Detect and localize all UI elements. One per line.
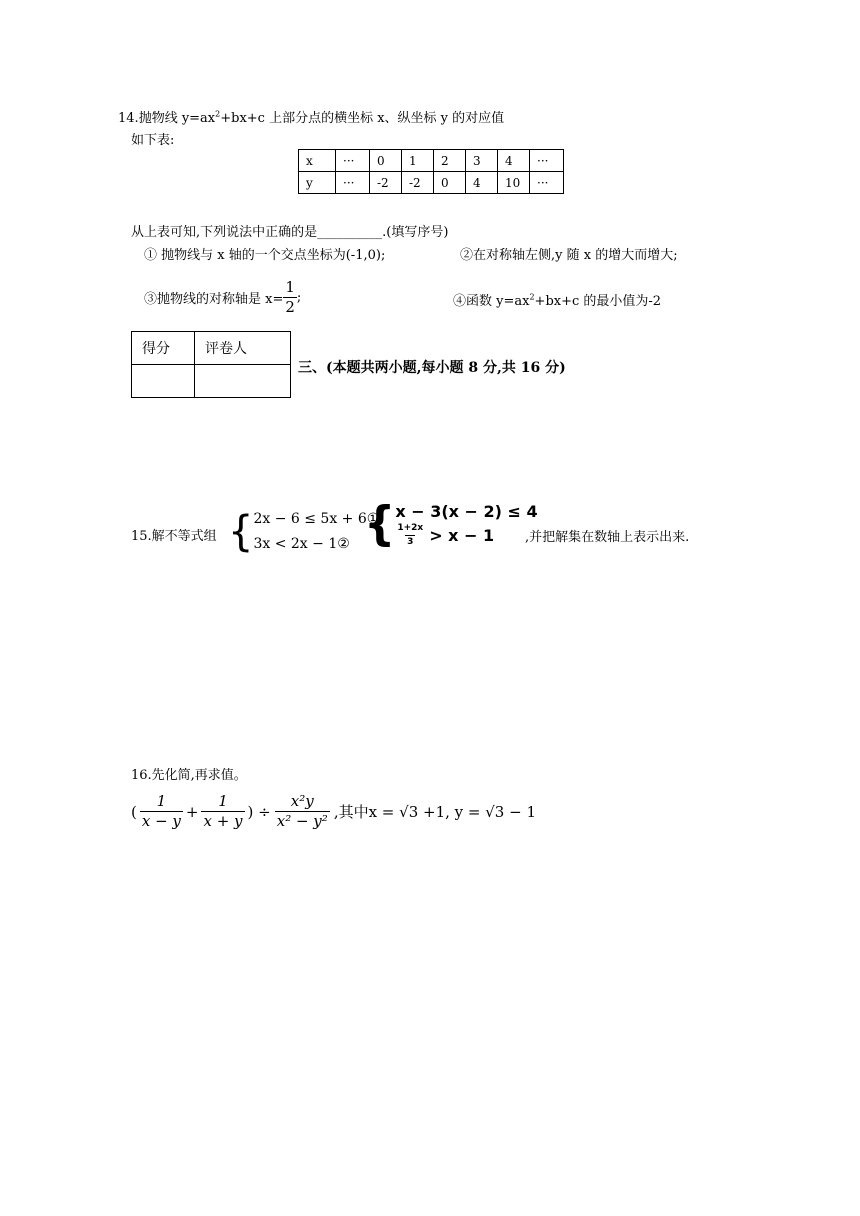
fraction-denominator: 2 [285, 298, 295, 316]
left-brace-icon: { [228, 507, 254, 557]
table-cell: -2 [402, 172, 434, 194]
q15-label: 15.解不等式组 [131, 529, 217, 544]
q15-inequality-1: 2x − 6 ≤ 5x + 6① [253, 511, 380, 527]
fraction-denominator: x + y [203, 812, 243, 830]
table-row [299, 150, 564, 172]
grader-blank-cell [195, 365, 291, 398]
q15-image-system [364, 497, 538, 551]
q14-line2: 如下表: [131, 133, 175, 148]
q14-text-pre: 抛物线 y=ax [138, 111, 216, 126]
q14-stem [118, 107, 504, 126]
table-cell: 3 [466, 150, 498, 172]
q15-system-lines [253, 507, 379, 557]
q15-image-inequality-2 [395, 524, 537, 547]
q14-option-4 [453, 290, 661, 309]
fraction-numerator: x²y [290, 792, 314, 810]
q14-superscript: 2 [215, 109, 221, 119]
fraction-numerator: 1 [218, 792, 228, 810]
table-row [132, 332, 291, 365]
fraction-numerator: 1 [285, 278, 295, 296]
table-cell: 0 [434, 172, 466, 194]
q14-question: 从上表可知,下列说法中正确的是__________.(填写序号) [131, 225, 449, 240]
fraction [275, 794, 330, 829]
table-cell: -2 [370, 172, 402, 194]
q14-option-2: ②在对称轴左侧,y 随 x 的增大而增大; [460, 248, 678, 263]
table-cell: ··· [530, 150, 564, 172]
q14-text-post: +bx+c 上部分点的横坐标 x、纵坐标 y 的对应值 [220, 111, 505, 126]
q14-option-4-suffix: +bx+c 的最小值为-2 [534, 294, 662, 309]
q14-option-3-text: ③抛物线的对称轴是 x= [144, 292, 284, 307]
open-paren: ( [131, 802, 137, 821]
table-cell: 1 [402, 150, 434, 172]
table-cell: 4 [498, 150, 530, 172]
q14-option-3 [144, 280, 301, 315]
fraction [395, 524, 425, 547]
q15-suffix: ,并把解集在数轴上表示出来. [525, 530, 690, 545]
q15-image-lines [395, 502, 537, 547]
fraction [140, 794, 183, 829]
fraction-numerator: 1 [156, 792, 167, 810]
q15-image-rhs: > x − 1 [429, 526, 495, 545]
table-cell: ··· [336, 150, 370, 172]
q14-option-3-suffix: ; [296, 290, 302, 305]
xy-value-table [298, 149, 564, 194]
score-header: 得分 [132, 332, 195, 365]
table-cell: 0 [370, 150, 402, 172]
table-cell: 2 [434, 150, 466, 172]
fraction-denominator: x² − y² [276, 812, 328, 830]
left-brace-icon: { [364, 497, 396, 551]
section-three-heading: 三、(本题共两小题,每小题 8 分,共 16 分) [298, 360, 566, 376]
table-cell: y [299, 172, 336, 194]
q16-condition: ,其中x = √3 +1, y = √3 − 1 [333, 803, 536, 821]
q14-option-4-text: ④函数 y=ax [453, 294, 530, 309]
fraction-denominator: 3 [407, 537, 414, 547]
q16-expression [131, 794, 536, 829]
table-cell: x [299, 150, 336, 172]
q15-inequality-2: 3x < 2x − 1② [253, 536, 350, 552]
table-row [299, 172, 564, 194]
score-table [131, 331, 291, 398]
q16-label: 16.先化简,再求值。 [131, 768, 247, 783]
score-blank-cell [132, 365, 195, 398]
q15-system [228, 507, 379, 557]
fraction [201, 794, 244, 829]
table-row [132, 365, 291, 398]
q15-image-inequality-1: x − 3(x − 2) ≤ 4 [395, 502, 538, 521]
table-cell: ··· [530, 172, 564, 194]
q14-number: 14. [118, 111, 139, 126]
plus-sign: + [185, 802, 199, 821]
table-cell: 4 [466, 172, 498, 194]
grader-header: 评卷人 [195, 332, 291, 365]
table-cell: ··· [336, 172, 370, 194]
close-paren-divide: ) ÷ [247, 802, 271, 821]
table-cell: 10 [498, 172, 530, 194]
fraction-denominator: x − y [141, 812, 181, 830]
q14-option-1: ① 抛物线与 x 轴的一个交点坐标为(-1,0); [144, 248, 386, 263]
fraction-one-half [283, 280, 297, 315]
q14-option-4-superscript: 2 [529, 292, 535, 302]
fraction-numerator: 1+2x [397, 523, 424, 533]
